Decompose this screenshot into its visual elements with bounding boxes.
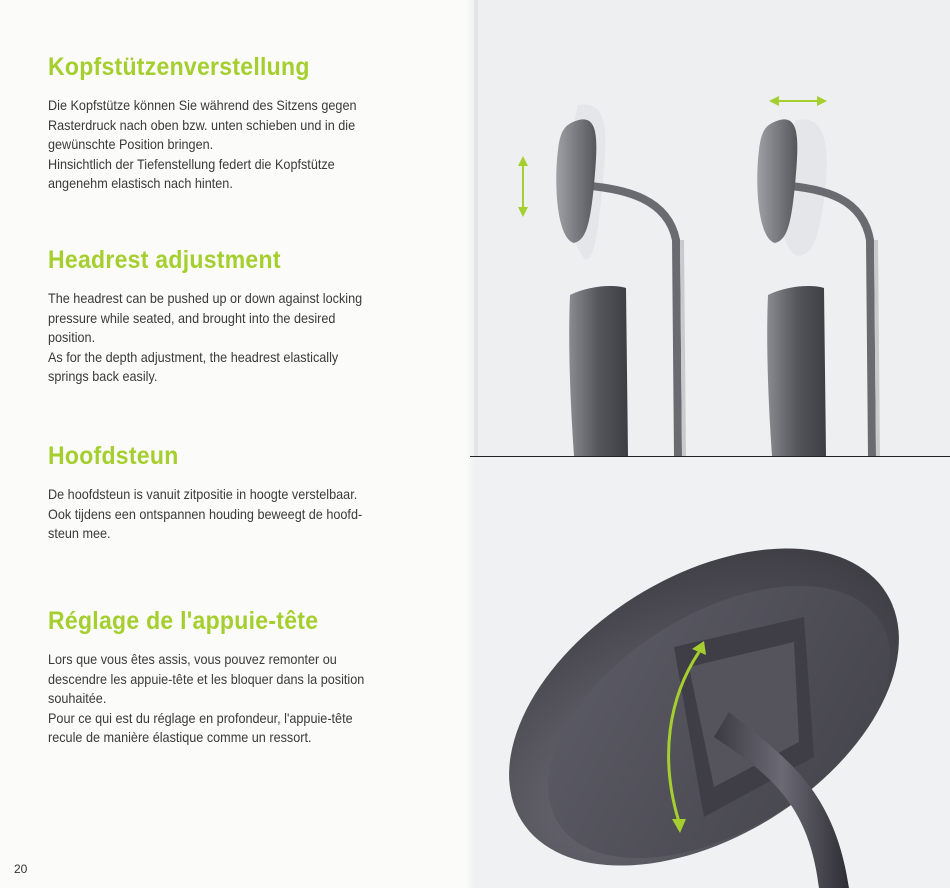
section-dutch	[48, 442, 428, 544]
text-line: Pour ce qui est du réglage en profondeur, l'appuie-tête	[48, 710, 353, 726]
text-line: Die Kopfstütze können Sie während des Sitzens gegen	[48, 98, 357, 113]
section-body	[48, 289, 429, 387]
vertical-arrow-icon	[518, 156, 528, 217]
text-line: As for the depth adjustment, the headrest elastically	[48, 349, 339, 365]
text-line: position.	[48, 330, 96, 345]
headrest-height-adjustment-illustration	[478, 60, 948, 456]
text-line: De hoofdsteun is vanuit zitpositie in hoogte verstelbaar.	[48, 487, 358, 502]
section-body	[48, 96, 429, 194]
section-heading: Kopfstützenverstellung	[48, 53, 310, 81]
text-line: gewünschte Position bringen.	[48, 137, 214, 152]
text-line: Ook tijdens een ontspannen houding beweegt de hoofd-	[48, 506, 363, 522]
section-body	[48, 650, 429, 748]
chair-left	[518, 104, 684, 456]
section-english	[48, 246, 428, 387]
text-line: Lors que vous êtes assis, vous pouvez remonter ou	[48, 652, 337, 667]
backrest	[767, 286, 826, 456]
section-heading: Hoofdsteun	[48, 442, 179, 470]
text-line: Rasterdruck nach oben bzw. unten schieben und in die	[48, 117, 356, 133]
headrest-closeup-illustration	[474, 457, 950, 888]
text-line: Hinsichtlich der Tiefenstellung federt die Kopfstütze	[48, 156, 335, 172]
section-french	[48, 607, 428, 748]
section-heading: Headrest adjustment	[48, 246, 281, 274]
chair-right	[757, 96, 878, 456]
text-line: descendre les appuie-tête et les bloquer dans la position	[48, 671, 365, 687]
text-line: springs back easily.	[48, 369, 158, 384]
backrest	[569, 286, 628, 456]
text-line: angenehm elastisch nach hinten.	[48, 176, 233, 191]
page-number-left: 20	[14, 862, 28, 876]
horizontal-arrow-icon	[769, 96, 827, 106]
text-line: recule de manière élastique comme un ressort.	[48, 730, 312, 745]
text-line: pressure while seated, and brought into the desired	[48, 310, 336, 326]
text-line: souhaitée.	[48, 691, 107, 706]
section-heading: Réglage de l'appuie-tête	[48, 607, 319, 635]
section-german	[48, 53, 428, 194]
section-body	[48, 485, 429, 544]
text-line: The headrest can be pushed up or down against locking	[48, 291, 363, 306]
text-line: steun mee.	[48, 526, 111, 541]
